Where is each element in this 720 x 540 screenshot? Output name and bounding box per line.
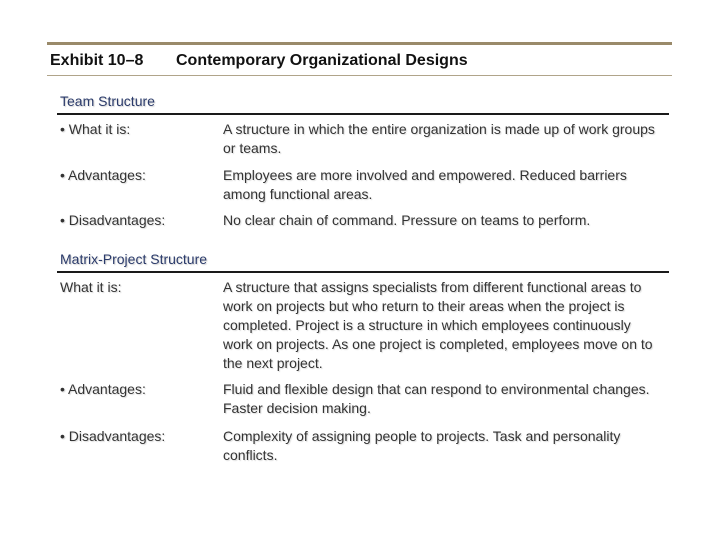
team-structure-rule — [57, 113, 669, 115]
row-value: No clear chain of command. Pressure on teams to perform. — [223, 212, 591, 228]
row-label: • Disadvantages: — [60, 212, 166, 228]
row-value: Complexity of assigning people to projects. Task and personality conflicts. — [223, 428, 621, 463]
header-bottom-rule — [47, 75, 672, 76]
row-value: Fluid and flexible design that can respond to environmental changes. Faster decision making. — [223, 381, 650, 416]
team-structure-heading: Team Structure — [60, 93, 155, 109]
exhibit-number: Exhibit 10–8 — [50, 52, 144, 69]
matrix-structure-rule — [57, 271, 669, 273]
row-value: A structure that assigns specialists from different functional areas to work on projects but who return to their areas when the project is completed. Project is a structure in which employees continuously work on projects. As one project is completed, employees move on to the next project. — [223, 279, 653, 371]
matrix-structure-heading: Matrix-Project Structure — [60, 251, 208, 267]
row-label: • Advantages: — [60, 381, 146, 397]
row-value: Employees are more involved and empowered. Reduced barriers among functional areas. — [223, 167, 627, 202]
row-label: • Advantages: — [60, 167, 146, 183]
exhibit-header — [50, 52, 468, 70]
header-top-rule — [47, 42, 672, 45]
row-value: A structure in which the entire organization is made up of work groups or teams. — [223, 121, 655, 156]
row-label: • What it is: — [60, 121, 131, 137]
row-label: • Disadvantages: — [60, 428, 166, 444]
row-label: What it is: — [60, 279, 122, 295]
exhibit-title: Contemporary Organizational Designs — [176, 52, 468, 69]
